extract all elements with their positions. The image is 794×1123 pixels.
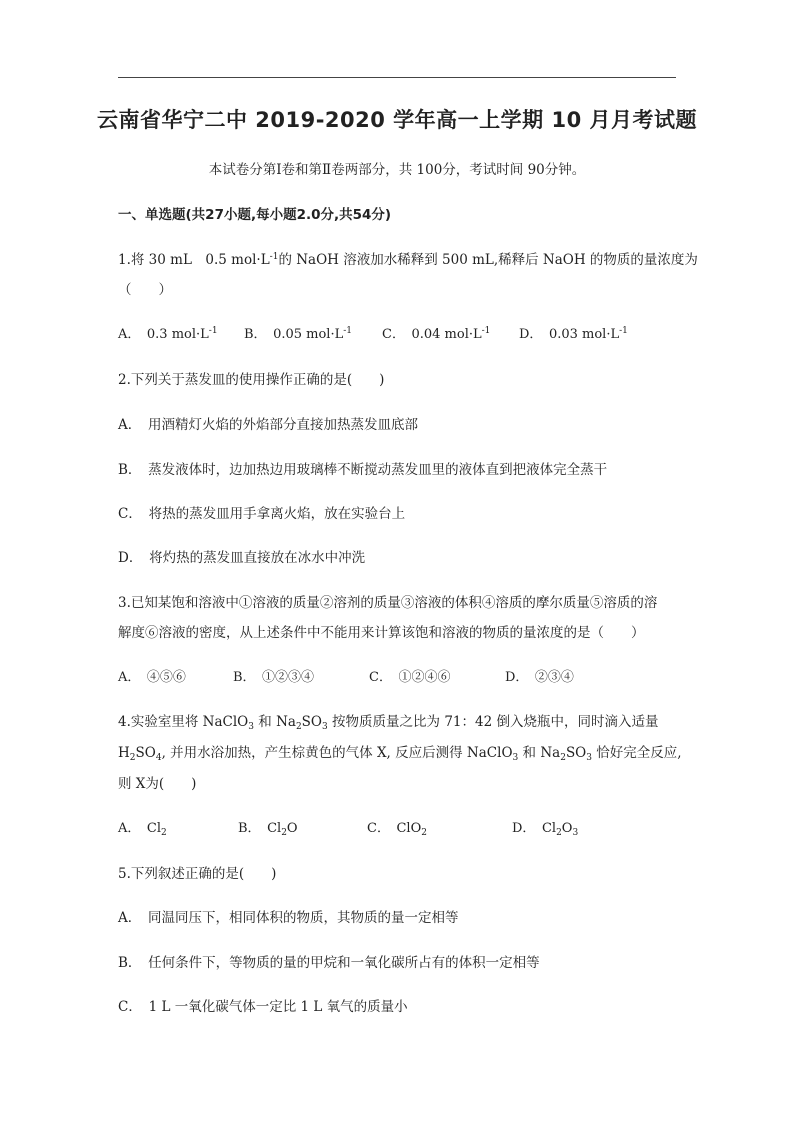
q1-option-a[interactable]: A． 0.3 $mol\cdot L^{-1}$ (118, 326, 218, 342)
q2-stem: 2.下列关于蒸发皿的使用操作正确的是( ) (118, 372, 385, 388)
q1-option-d[interactable]: D． 0.03 $mol\cdot L^{-1}$ (519, 326, 628, 342)
q3-option-c[interactable]: C． ①②④⑥ (369, 670, 451, 685)
q5-option-c[interactable]: C． 1 L 一氧化碳气体一定比 1 L 氧气的质量小 (118, 999, 408, 1015)
q4-option-d[interactable]: D． $Cl_2O_3$ (512, 821, 579, 838)
q3-stem: 3.已知某饱和溶液中①溶液的质量②溶剂的质量③溶液的体积④溶质的摩尔质量⑤溶质的溶 (118, 595, 658, 611)
q3-option-d[interactable]: D． ②③④ (505, 670, 574, 685)
q1-stem: 1.将 30 mL 0.5 $mol\cdot L^{-1}$的 NaOH 溶液加水稀释到 500 mL,稀释后 NaOH 的物质的量浓度为 (118, 252, 698, 268)
exam-intro: 本试卷分第Ⅰ卷和第Ⅱ卷两部分，共 100分，考试时间 90分钟。 (208, 162, 586, 178)
q1-stem-line2: （ ） (118, 282, 172, 298)
page-title: 云南省华宁二中 2019-2020 学年高一上学期 10 月月考试题 (96, 108, 698, 132)
section-heading: 一、单选题(共27小题,每小题2.0分,共54分) (118, 207, 392, 223)
q1-option-c[interactable]: C． 0.04 $mol\cdot L^{-1}$ (382, 326, 491, 342)
q3-option-a[interactable]: A． ④⑤⑥ (118, 670, 186, 685)
q4-stem-line3: 则 X为( ) (118, 776, 197, 792)
header-rule (118, 77, 676, 78)
q1-option-b[interactable]: B． 0.05 $mol\cdot L^{-1}$ (244, 326, 353, 342)
q3-stem-line2: 解度⑥溶液的密度，从上述条件中不能用来计算该饱和溶液的物质的量浓度的是（ ） (118, 625, 645, 641)
q5-option-a[interactable]: A． 同温同压下，相同体积的物质，其物质的量一定相等 (118, 910, 459, 926)
q4-stem: 4.实验室里将 NaClO$_3$ 和 $Na_2SO_3$ 按物质质量之比为 71：42 倒入烧瓶中，同时滴入适量 (118, 714, 659, 732)
q4-stem-line2: $H_2SO_4$, 并用水浴加热，产生棕黄色的气体 X, 反应后测得 NaClO$_3$ 和 $Na_2SO_3$ 恰好完全反应, (118, 745, 682, 763)
q2-option-b[interactable]: B． 蒸发液体时，边加热边用玻璃棒不断搅动蒸发皿里的液体直到把液体完全蒸干 (118, 462, 608, 478)
q2-option-d[interactable]: D． 将灼热的蒸发皿直接放在冰水中冲洗 (118, 550, 366, 566)
q3-option-b[interactable]: B． ①②③④ (233, 670, 315, 685)
q2-option-a[interactable]: A． 用酒精灯火焰的外焰部分直接加热蒸发皿底部 (118, 417, 418, 433)
q2-option-c[interactable]: C． 将热的蒸发皿用手拿离火焰，放在实验台上 (118, 506, 406, 522)
q5-option-b[interactable]: B． 任何条件下，等物质的量的甲烷和一氧化碳所占有的体积一定相等 (118, 955, 540, 971)
q4-option-a[interactable]: A． $Cl_2$ (118, 821, 167, 838)
q4-option-c[interactable]: C． ClO$_2$ (367, 821, 427, 838)
q4-option-b[interactable]: B． $Cl_2O$ (238, 821, 298, 838)
q5-stem: 5.下列叙述正确的是( ) (118, 866, 277, 882)
